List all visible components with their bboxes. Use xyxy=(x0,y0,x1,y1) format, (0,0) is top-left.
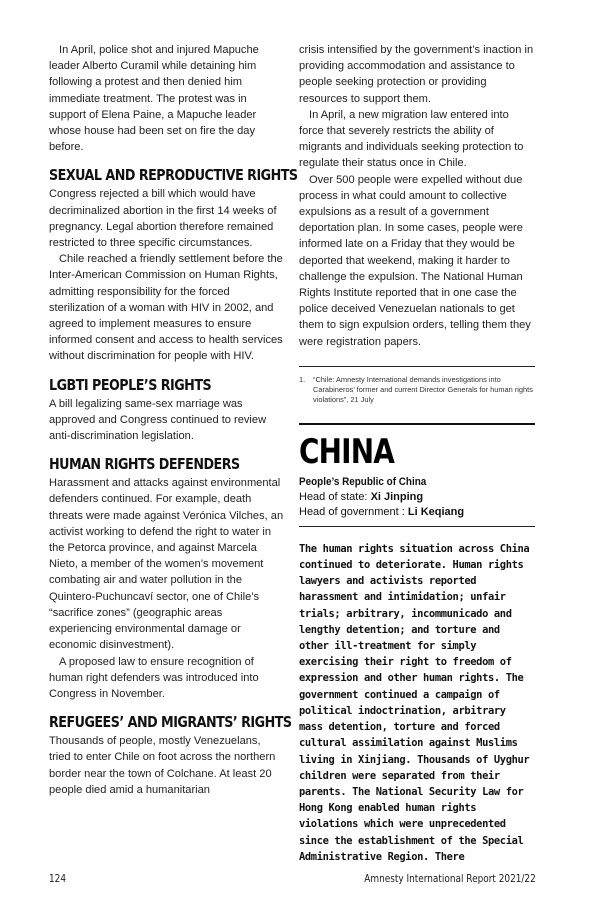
section-heading-lgbti-rights: LGBTI PEOPLE’S RIGHTS xyxy=(49,376,212,394)
footnote-text: “Chile: Amnesty International demands investigations into Carabineros’ former and current Director Generals for human rights violations”, 21 July xyxy=(313,374,533,404)
body-paragraph: A bill legalizing same-sex marriage was approved and Congress continued to review anti-discrimination legislation. xyxy=(49,397,267,443)
country-facts xyxy=(299,475,535,520)
official-name: People’s Republic of China xyxy=(299,475,427,488)
section-heading-sexual-reproductive-rights: SEXUAL AND REPRODUCTIVE RIGHTS xyxy=(49,167,298,185)
head-of-state-line xyxy=(299,490,535,505)
summary-paragraph: The human rights situation across China continued to deteriorate. Human rights lawyers and activists reported harassment and intimidation; unfair trials; arbitrary, incommunicado and lengthy detention; and torture and other ill-treatment for simply exercising their right to freedom of expression and other human rights. The government continued a campaign of political indoctrination, arbitrary mass detention, torture and forced cultural assimilation against Muslims living in Xinjiang. Thousands of Uyghur children were separated from their parents. The National Security Law for Hong Kong enabled human rights violations which were unprecedented since the establishment of the Special Administrative Region. There xyxy=(299,542,530,863)
body-paragraph: Harassment and attacks against environmental defenders continued. For example, death threats were made against Verónica Vilches, an activist working to defend the right to water in the Petorca province, and against Marcela Nieto, a member of the women’s movement combating air and water pollution in the Quintero-Puchuncaví sector, one of Chile’s “sacrifice zones” (geographic areas experiencing environmental damage or economic disinvestment). xyxy=(49,477,284,652)
body-paragraph: A proposed law to ensure recognition of human right defenders was introduced into Congress in November. xyxy=(49,655,259,700)
footnote xyxy=(299,375,535,405)
section-heading-refugees-migrants-rights: REFUGEES’ AND MIGRANTS’ RIGHTS xyxy=(49,714,292,732)
head-of-state: Xi Jinping xyxy=(370,490,424,503)
body-paragraph: Over 500 people were expelled without due process in what could amount to collective expulsions as a result of a government deportation plan. In some cases, people were informed late on a Friday that they would be deported that weekend, making it harder to challenge the expulsion. The National Human Rights Institute reported that in one case the police deceived Venezuelan nationals to get them to sign expulsion orders, telling them they were registration papers. xyxy=(299,173,531,348)
facts-divider xyxy=(299,526,535,527)
country-title: CHINA xyxy=(299,431,394,472)
country-divider xyxy=(299,423,535,425)
body-paragraph: Thousands of people, mostly Venezuelans, tried to enter Chile on foot across the northern border near the town of Colchane. At least 20 people died amid a humanitarian xyxy=(49,735,276,796)
right-column xyxy=(299,42,535,865)
body-paragraph: crisis intensified by the government’s inaction in providing accommodation and assistance to people seeking protection or providing resources to support them. xyxy=(299,44,534,105)
left-column xyxy=(49,42,298,798)
body-paragraph: Chile reached a friendly settlement before the Inter-American Commission on Human Rights, admitting responsibility for the forced sterilization of a woman with HIV in 2002, and agreed to implement measures to ensure informed consent and access to health services without discrimination for people with HIV. xyxy=(49,253,283,363)
head-of-state-label: Head of state: xyxy=(299,490,368,503)
section-heading-human-rights-defenders: HUMAN RIGHTS DEFENDERS xyxy=(49,456,240,474)
report-title: Amnesty International Report 2021/22 xyxy=(364,873,536,885)
head-of-government-label: Head of government : xyxy=(299,505,405,518)
footnote-number: 1. xyxy=(299,374,306,384)
page-number: 124 xyxy=(49,873,67,885)
head-of-government: Li Keqiang xyxy=(407,505,465,518)
body-paragraph: Congress rejected a bill which would have decriminalized abortion in the first 14 weeks of pregnancy. Legal abortion therefore remained restricted to three specific circumstances. xyxy=(49,188,277,250)
body-paragraph: In April, a new migration law entered into force that severely restricts the ability of migrants and individuals seeking protection to regulate their status once in Chile. xyxy=(299,108,524,170)
head-of-government-line xyxy=(299,505,535,520)
intro-paragraph: In April, police shot and injured Mapuche leader Alberto Curamil while detaining him following a protest and then denied him immediate treatment. The protest was in support of Elena Paine, a Mapuche leader whose house had been set on fire the day before. xyxy=(49,44,259,154)
footnote-divider xyxy=(299,366,535,367)
